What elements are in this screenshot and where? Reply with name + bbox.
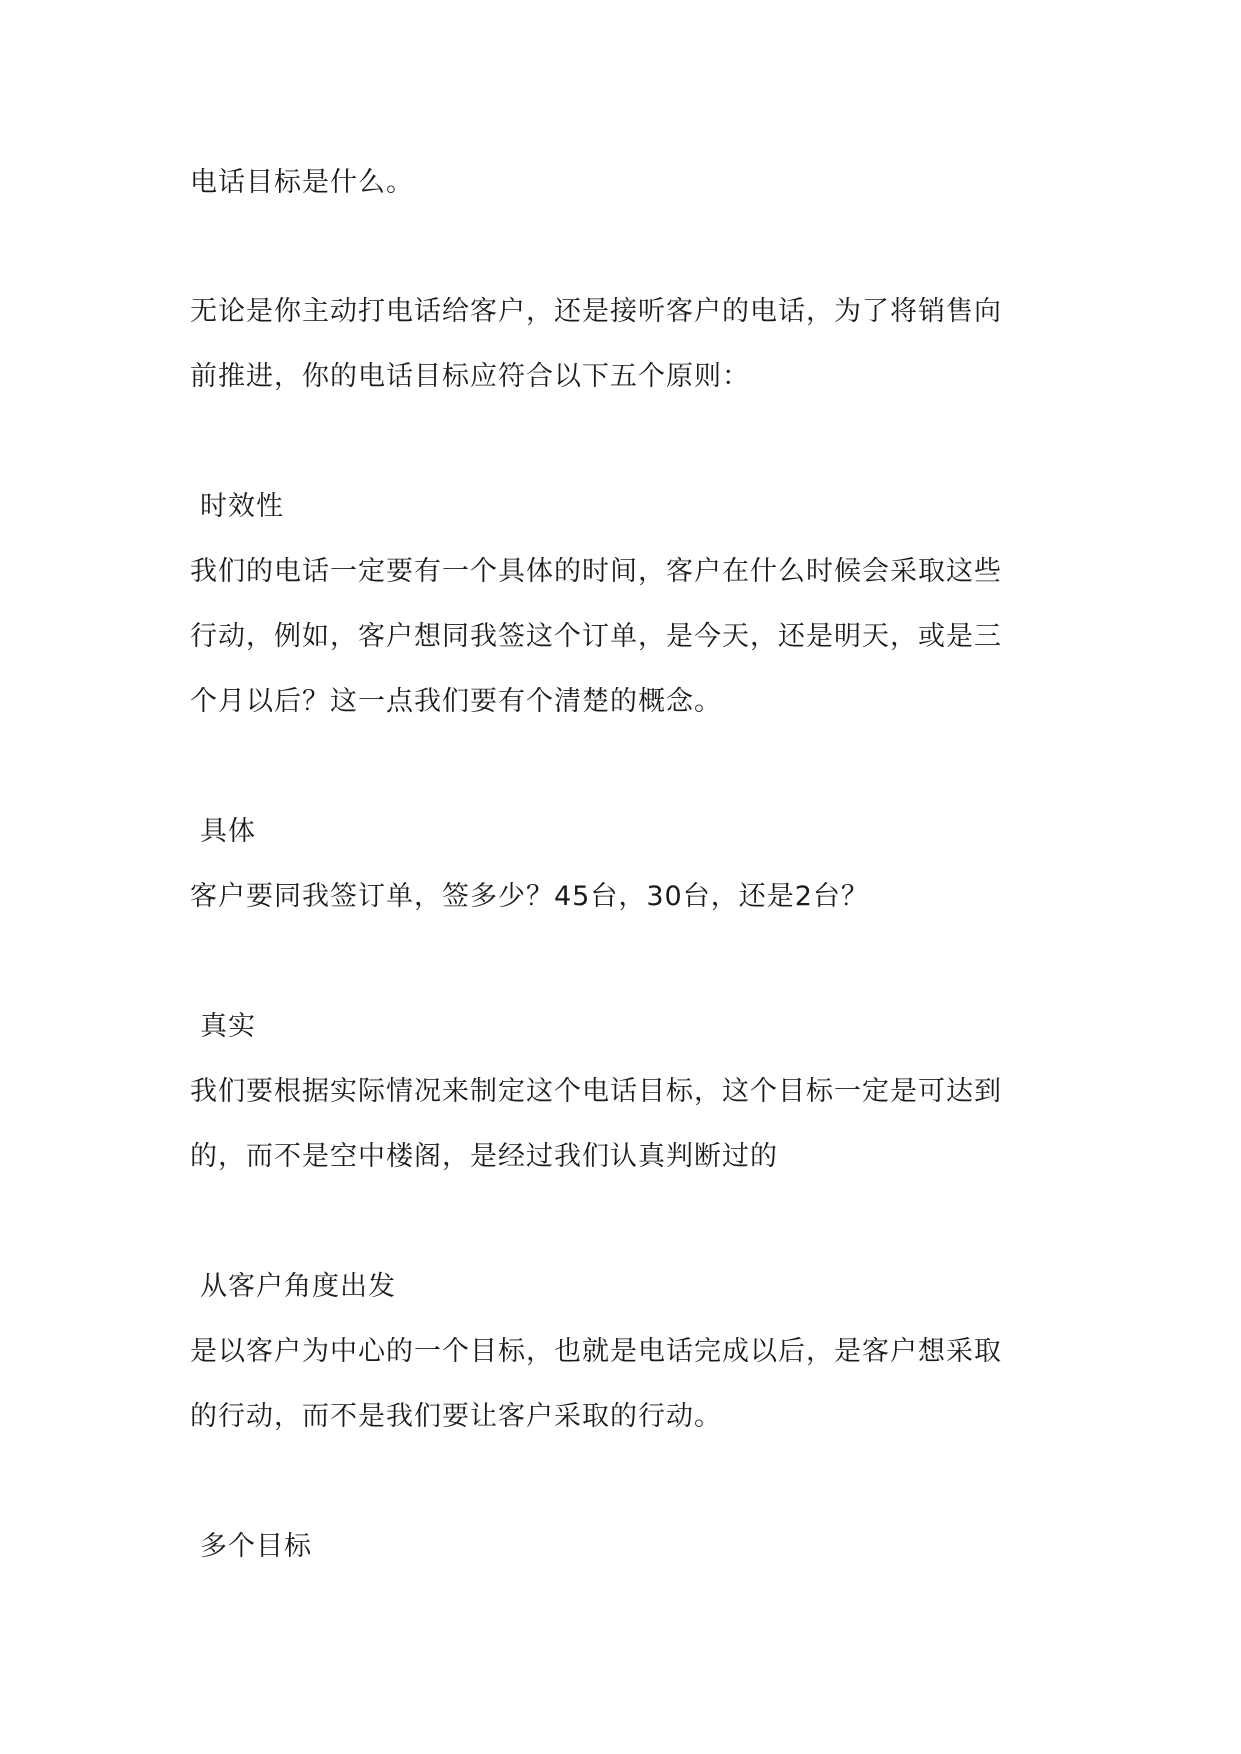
section-body-line: 客户要同我签订单，签多少？45台，30台，还是2台？ (190, 881, 869, 912)
section-body-line: 的行动，而不是我们要让客户采取的行动。 (190, 1401, 722, 1432)
section-heading-customer-perspective: 从客户角度出发 (200, 1271, 396, 1302)
section-body-line: 个月以后？这一点我们要有个清楚的概念。 (190, 686, 722, 717)
section-heading-specific: 具体 (200, 816, 256, 847)
section-body-line: 我们的电话一定要有一个具体的时间，客户在什么时候会采取这些 (190, 556, 1002, 587)
section-body-line: 的，而不是空中楼阁，是经过我们认真判断过的 (190, 1141, 778, 1172)
section-body-line: 行动，例如，客户想同我签这个订单，是今天，还是明天，或是三 (190, 621, 1002, 652)
section-body-line: 是以客户为中心的一个目标，也就是电话完成以后，是客户想采取 (190, 1336, 1002, 1367)
intro-title: 电话目标是什么。 (190, 167, 414, 198)
section-heading-realistic: 真实 (200, 1011, 256, 1042)
intro-paragraph-line: 前推进，你的电话目标应符合以下五个原则： (190, 361, 750, 392)
intro-paragraph-line: 无论是你主动打电话给客户，还是接听客户的电话，为了将销售向 (190, 296, 1002, 327)
section-heading-multiple-goals: 多个目标 (200, 1531, 312, 1562)
section-heading-timeliness: 时效性 (200, 491, 284, 522)
section-body-line: 我们要根据实际情况来制定这个电话目标，这个目标一定是可达到 (190, 1076, 1002, 1107)
